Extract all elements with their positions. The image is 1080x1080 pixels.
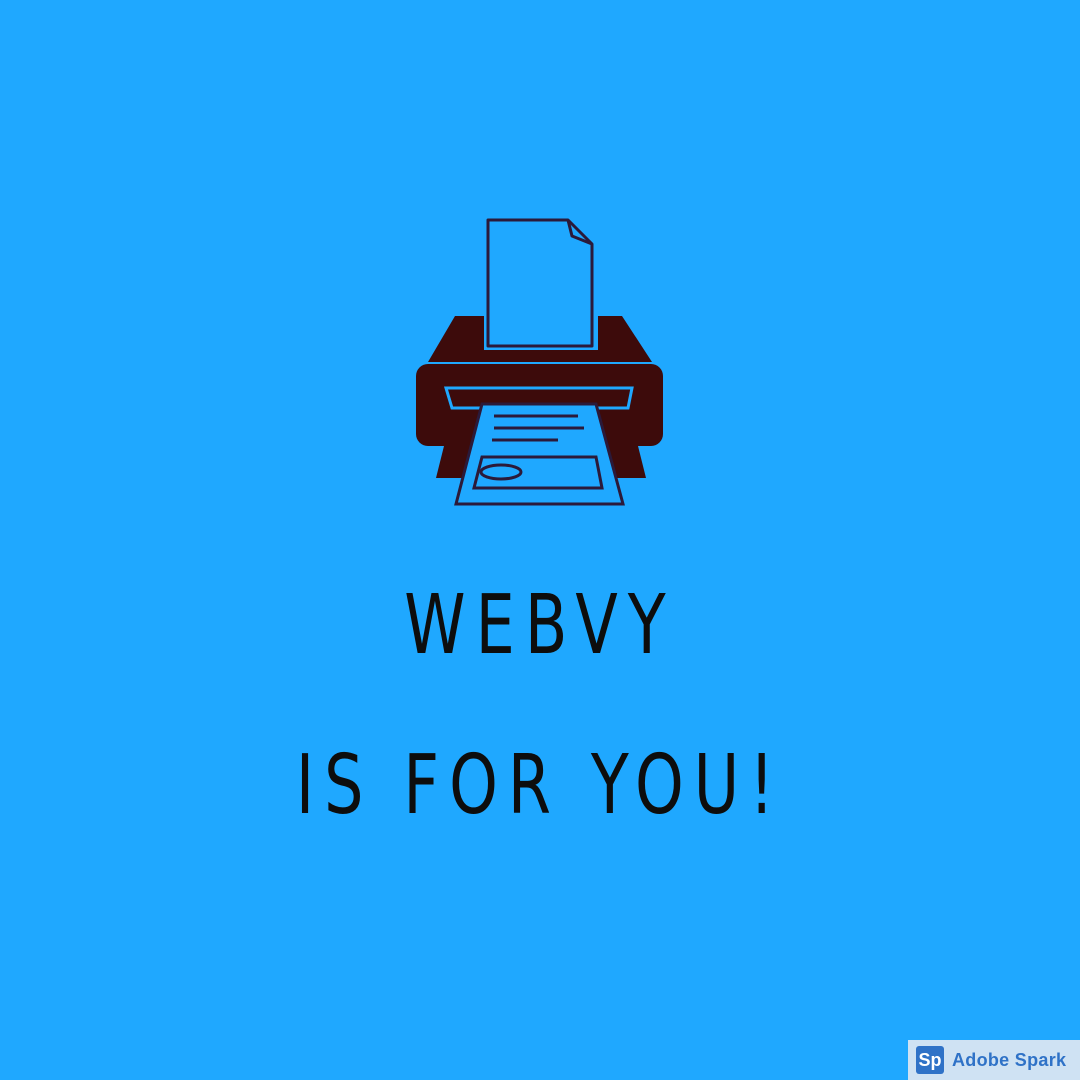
- adobe-spark-badge[interactable]: [908, 1040, 1080, 1080]
- spark-logo-icon: Sp: [916, 1046, 944, 1074]
- headline-is-for-you: IS FOR YOU!: [295, 738, 785, 833]
- headline-webvy: WEBVY: [404, 578, 676, 673]
- printer-icon: [410, 214, 670, 514]
- badge-label: Adobe Spark: [952, 1049, 1067, 1070]
